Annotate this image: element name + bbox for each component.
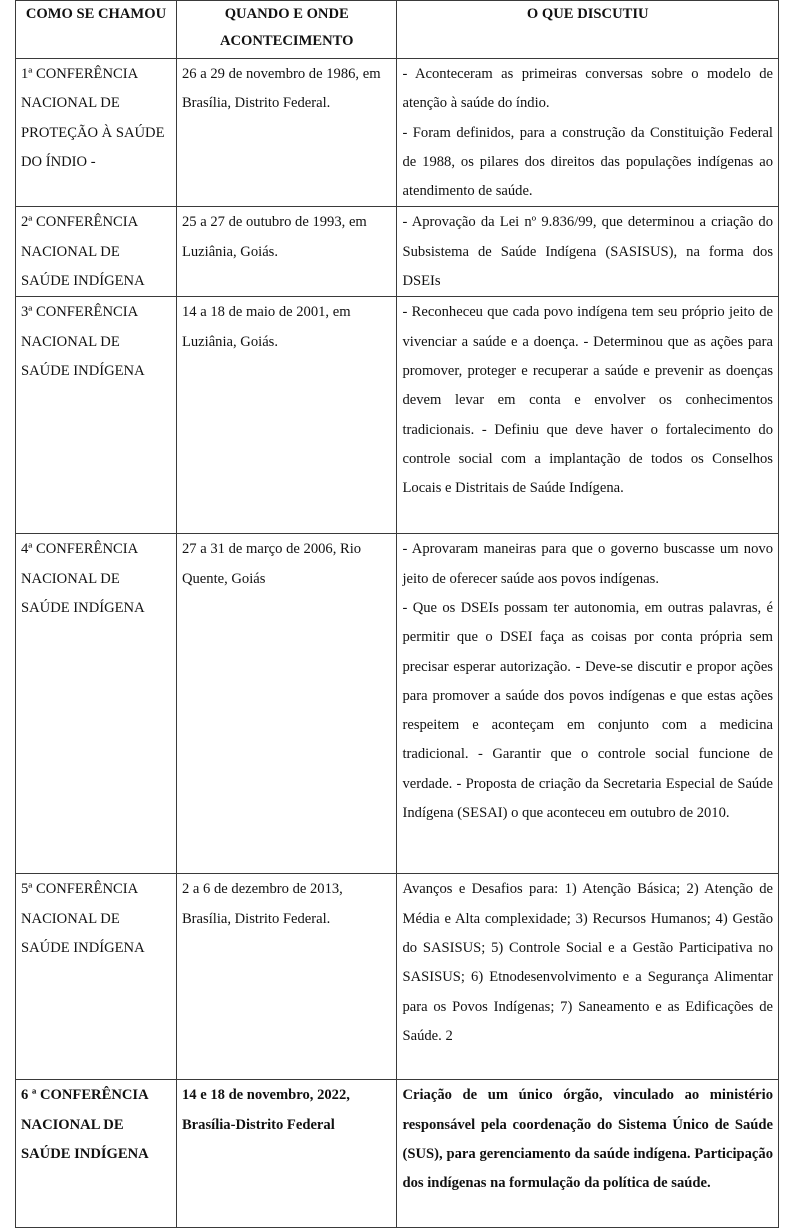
discussed-paragraph: Criação de um único órgão, vinculado ao ministério responsável pela coordenação do Sistema Único de Saúde (SUS), para gerenciamento da saúde indígena. Participação dos indígenas na formulação da política de saúde.	[402, 1087, 773, 1192]
table-row	[16, 207, 779, 297]
table-row	[16, 59, 779, 207]
discussed-paragraph: Avanços e Desafios para: 1) Atenção Básica; 2) Atenção de Média e Alta complexidade; 3) Recursos Humanos; 4) Gestão do SASISUS; 5) Controle Social e a Gestão Participativa no SASISUS; 6) Etnodesenvolvimento e a Segurança Alimentar para os Povos Indígenas; 7) Saneamento e as Edificações de Saúde. 2	[402, 881, 773, 1044]
discussed-paragraph: - Que os DSEIs possam ter autonomia, em outras palavras, é permitir que o DSEI faça as coisas por conta própria sem precisar esperar autorização. - Deve-se discutir e propor ações para promover a saúde dos povos indígenas e que estas ações respeitem e aconteçam em conjunto com a medicina tradicional. - Garantir que o controle social funcione de verdade. - Proposta de criação da Secretaria Especial de Saúde Indígena (SESAI) o que aconteceu em outubro de 2010.	[402, 599, 773, 822]
cell-name: 6 ª CONFERÊNCIA NACIONAL DE SAÚDE INDÍGENA	[16, 1080, 177, 1228]
cell-when-where: 14 a 18 de maio de 2001, em Luziânia, Goiás.	[176, 297, 397, 534]
table-row	[16, 1080, 779, 1228]
discussed-paragraph: - Aprovação da Lei nº 9.836/99, que determinou a criação do Subsistema de Saúde Indígena (SASISUS), na forma dos DSEIs	[402, 214, 773, 290]
header-when-where: QUANDO E ONDE ACONTECIMENTO	[176, 1, 397, 59]
cell-discussed	[397, 59, 779, 207]
cell-when-where: 25 a 27 de outubro de 1993, em Luziânia, Goiás.	[176, 207, 397, 297]
cell-discussed	[397, 1080, 779, 1228]
cell-discussed	[397, 207, 779, 297]
conferences-table	[15, 0, 779, 1228]
cell-name: 2ª CONFERÊNCIA NACIONAL DE SAÚDE INDÍGENA	[16, 207, 177, 297]
header-discussed: O QUE DISCUTIU	[397, 1, 779, 59]
table-header-row	[16, 1, 779, 59]
table-row	[16, 534, 779, 874]
cell-name: 1ª CONFERÊNCIA NACIONAL DE PROTEÇÃO À SAÚDE DO ÍNDIO -	[16, 59, 177, 207]
discussed-paragraph: - Aprovaram maneiras para que o governo buscasse um novo jeito de oferecer saúde aos povos indígenas.	[402, 541, 773, 587]
header-name: COMO SE CHAMOU	[16, 1, 177, 59]
cell-discussed	[397, 874, 779, 1080]
cell-name: 4ª CONFERÊNCIA NACIONAL DE SAÚDE INDÍGENA	[16, 534, 177, 874]
cell-discussed	[397, 297, 779, 534]
discussed-paragraph: - Aconteceram as primeiras conversas sobre o modelo de atenção à saúde do índio.	[402, 66, 773, 112]
cell-when-where: 2 a 6 de dezembro de 2013, Brasília, Distrito Federal.	[176, 874, 397, 1080]
cell-when-where: 26 a 29 de novembro de 1986, em Brasília, Distrito Federal.	[176, 59, 397, 207]
cell-when-where: 14 e 18 de novembro, 2022, Brasília-Distrito Federal	[176, 1080, 397, 1228]
cell-name: 5ª CONFERÊNCIA NACIONAL DE SAÚDE INDÍGENA	[16, 874, 177, 1080]
cell-name: 3ª CONFERÊNCIA NACIONAL DE SAÚDE INDÍGENA	[16, 297, 177, 534]
table-row	[16, 297, 779, 534]
table-row	[16, 874, 779, 1080]
discussed-paragraph: - Reconheceu que cada povo indígena tem seu próprio jeito de vivenciar a saúde e a doença. - Determinou que as ações para promover, proteger e recuperar a saúde e prevenir as doenças devem levar em conta e envolver os conhecimentos tradicionais. - Definiu que deve haver o fortalecimento do controle social com a implantação de todos os Conselhos Locais e Distritais de Saúde Indígena.	[402, 304, 773, 497]
cell-when-where: 27 a 31 de março de 2006, Rio Quente, Goiás	[176, 534, 397, 874]
cell-discussed	[397, 534, 779, 874]
discussed-paragraph: - Foram definidos, para a construção da Constituição Federal de 1988, os pilares dos direitos das populações indígenas ao atendimento de saúde.	[402, 124, 773, 200]
